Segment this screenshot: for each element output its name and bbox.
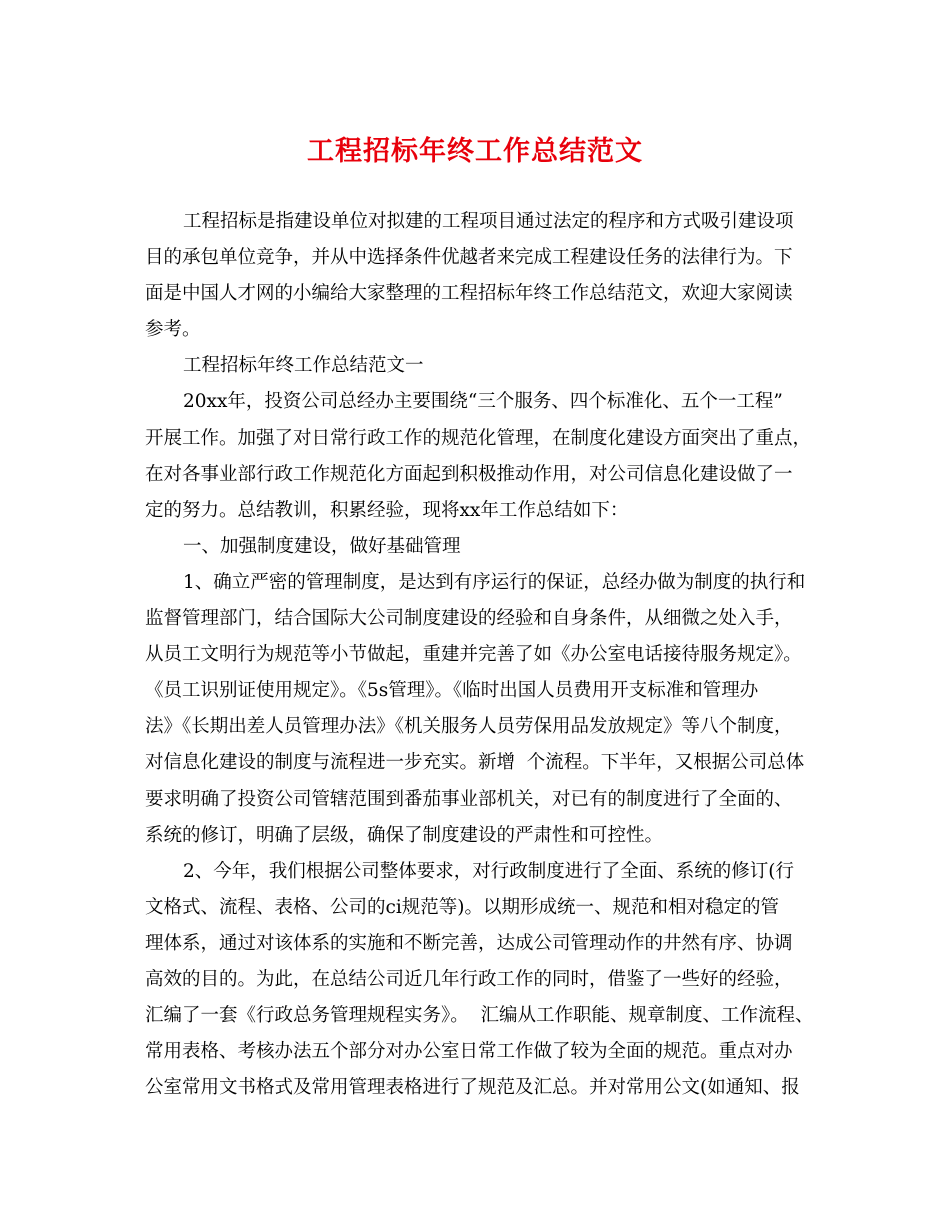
text-line: 从员工文明行为规范等小节做起，重建并完善了如《办公室电话接待服务规定》。 <box>145 644 802 666</box>
text-line: 开展工作。加强了对日常行政工作的规范化管理，在制度化建设方面突出了重点， <box>145 427 812 449</box>
text-line: 《员工识别证使用规定》。《5s管理》。《临时出国人员费用开支标准和管理办 <box>145 680 759 702</box>
text-line: 定的努力。总结教训，积累经验，现将xx年工作总结如下： <box>145 499 629 521</box>
text-line: 对信息化建设的制度与流程进一步充实。新增 个流程。下半年，又根据公司总体 <box>145 752 805 774</box>
text-line: 目的承包单位竞争，并从中选择条件优越者来完成工程建设任务的法律行为。下 <box>145 247 793 269</box>
text-line: 工程招标是指建设单位对拟建的工程项目通过法定的程序和方式吸引建设项 <box>183 211 794 232</box>
text-line: 常用表格、考核办法五个部分对办公室日常工作做了较为全面的规范。重点对办 <box>145 1041 793 1063</box>
text-line: 1、确立严密的管理制度，是达到有序运行的保证，总经办做为制度的执行和 <box>183 571 806 593</box>
document-title: 工程招标年终工作总结范文 <box>307 136 643 167</box>
text-line: 面是中国人才网的小编给大家整理的工程招标年终工作总结范文，欢迎大家阅读 <box>145 283 793 305</box>
text-line: 工程招标年终工作总结范文一 <box>183 355 424 377</box>
text-line: 要求明确了投资公司管辖范围到番茄事业部机关，对已有的制度进行了全面的、 <box>145 788 793 810</box>
text-line: 系统的修订，明确了层级，确保了制度建设的严肃性和可控性。 <box>145 824 664 846</box>
text-line: 理体系，通过对该体系的实施和不断完善，达成公司管理动作的井然有序、协调 <box>145 932 793 954</box>
text-line: 20xx年，投资公司总经办主要围绕“三个服务、四个标准化、五个一工程” <box>183 391 783 413</box>
text-line: 一、加强制度建设，做好基础管理 <box>183 535 461 557</box>
text-line: 文格式、流程、表格、公司的ci规范等)。以期形成统一、规范和相对稳定的管 <box>145 896 779 918</box>
text-line: 2、今年，我们根据公司整体要求，对行政制度进行了全面、系统的修订(行 <box>183 860 794 882</box>
document-body <box>145 204 820 1106</box>
text-line: 公室常用文书格式及常用管理表格进行了规范及汇总。并对常用公文(如通知、报 <box>145 1077 800 1099</box>
text-line: 高效的目的。为此，在总结公司近几年行政工作的同时，借鉴了一些好的经验， <box>145 968 793 990</box>
text-line: 监督管理部门，结合国际大公司制度建设的经验和自身条件，从细微之处入手， <box>145 608 793 630</box>
text-line: 在对各事业部行政工作规范化方面起到积极推动作用，对公司信息化建设做了一 <box>145 463 793 485</box>
text-line: 法》《长期出差人员管理办法》《机关服务人员劳保用品发放规定》等八个制度， <box>145 716 793 738</box>
text-line: 参考。 <box>145 319 201 341</box>
text-line: 汇编了一套《行政总务管理规程实务》。 汇编从工作职能、规章制度、工作流程、 <box>145 1005 814 1027</box>
